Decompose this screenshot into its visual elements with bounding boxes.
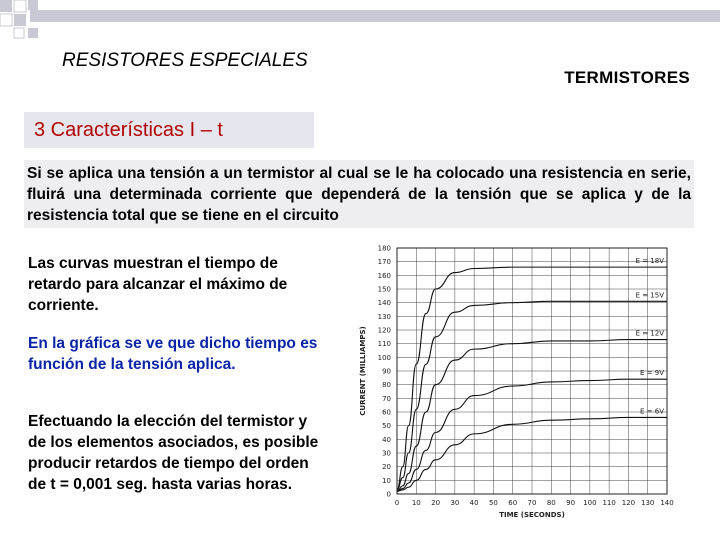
series-label: E = 6V (640, 407, 664, 416)
y-tick-label: 0 (386, 490, 391, 499)
y-tick-label: 40 (382, 435, 391, 444)
x-tick-label: 40 (469, 499, 479, 507)
y-tick-label: 30 (382, 449, 391, 458)
x-tick-label: 120 (621, 499, 636, 507)
header-subtitle: TERMISTORES (564, 68, 690, 87)
x-tick-label: 70 (527, 499, 537, 507)
paragraph-delay-curves: Las curvas muestran el tiempo de retardo para alcanzar el máximo de corriente. (28, 255, 288, 314)
x-tick-label: 80 (546, 499, 556, 507)
series-label: E = 18V (635, 257, 664, 266)
current-time-chart (335, 240, 705, 530)
top-squares-decoration (0, 0, 720, 40)
y-tick-label: 80 (382, 381, 391, 390)
y-tick-label: 60 (382, 408, 391, 417)
x-tick-label: 60 (508, 499, 518, 507)
x-tick-label: 100 (583, 499, 597, 507)
paragraph-time-delays (28, 411, 328, 495)
x-tick-label: 130 (641, 499, 655, 507)
series-label: E = 15V (635, 291, 664, 300)
y-tick-label: 20 (382, 463, 391, 472)
y-tick-label: 130 (377, 312, 391, 321)
x-tick-label: 110 (602, 499, 616, 507)
series-label: E = 9V (640, 369, 664, 378)
y-tick-label: 180 (377, 244, 391, 253)
x-tick-label: 20 (431, 499, 441, 507)
y-tick-label: 150 (377, 285, 391, 294)
paragraph-time-delays-text: Efectuando la elección del termistor y de los elementos asociados, es posible producir retardos de tiempo del orden de (28, 413, 319, 493)
y-tick-label: 50 (382, 422, 391, 431)
y-axis-label: CURRENT (MILLIAMPS) (359, 326, 367, 416)
x-tick-label: 90 (566, 499, 576, 507)
y-tick-label: 140 (377, 299, 391, 308)
x-tick-label: 0 (394, 499, 400, 507)
paragraph-voltage-function: En la gráfica se ve que dicho tiempo es función de la tensión aplica. (28, 335, 318, 373)
x-tick-label: 30 (450, 499, 460, 507)
y-tick-label: 170 (377, 258, 391, 267)
y-tick-label: 160 (377, 271, 391, 280)
time-range-formula: t = 0,001 seg. hasta varias horas. (50, 476, 293, 493)
x-tick-label: 50 (488, 499, 498, 507)
top-decoration-bar (0, 0, 720, 40)
y-tick-label: 90 (382, 367, 391, 376)
section-title: 3 Características I – t (34, 119, 223, 141)
y-tick-label: 10 (382, 476, 391, 485)
x-axis-label: TIME (SECONDS) (499, 511, 565, 519)
intro-paragraph: Si se aplica una tensión a un termistor al cual se le ha colocado una resistencia en serie, fluirá una determinada corriente que dependerá de la tensión que se aplica y de la resistencia total que se tiene en el circuito (27, 165, 691, 224)
x-tick-label: 10 (411, 499, 421, 507)
series-label: E = 12V (635, 329, 664, 338)
x-tick-label: 140 (660, 499, 674, 507)
y-tick-label: 70 (382, 394, 391, 403)
y-tick-label: 110 (377, 340, 391, 349)
y-tick-label: 100 (377, 353, 391, 362)
header-title: RESISTORES ESPECIALES (62, 50, 308, 71)
y-tick-label: 120 (377, 326, 391, 335)
